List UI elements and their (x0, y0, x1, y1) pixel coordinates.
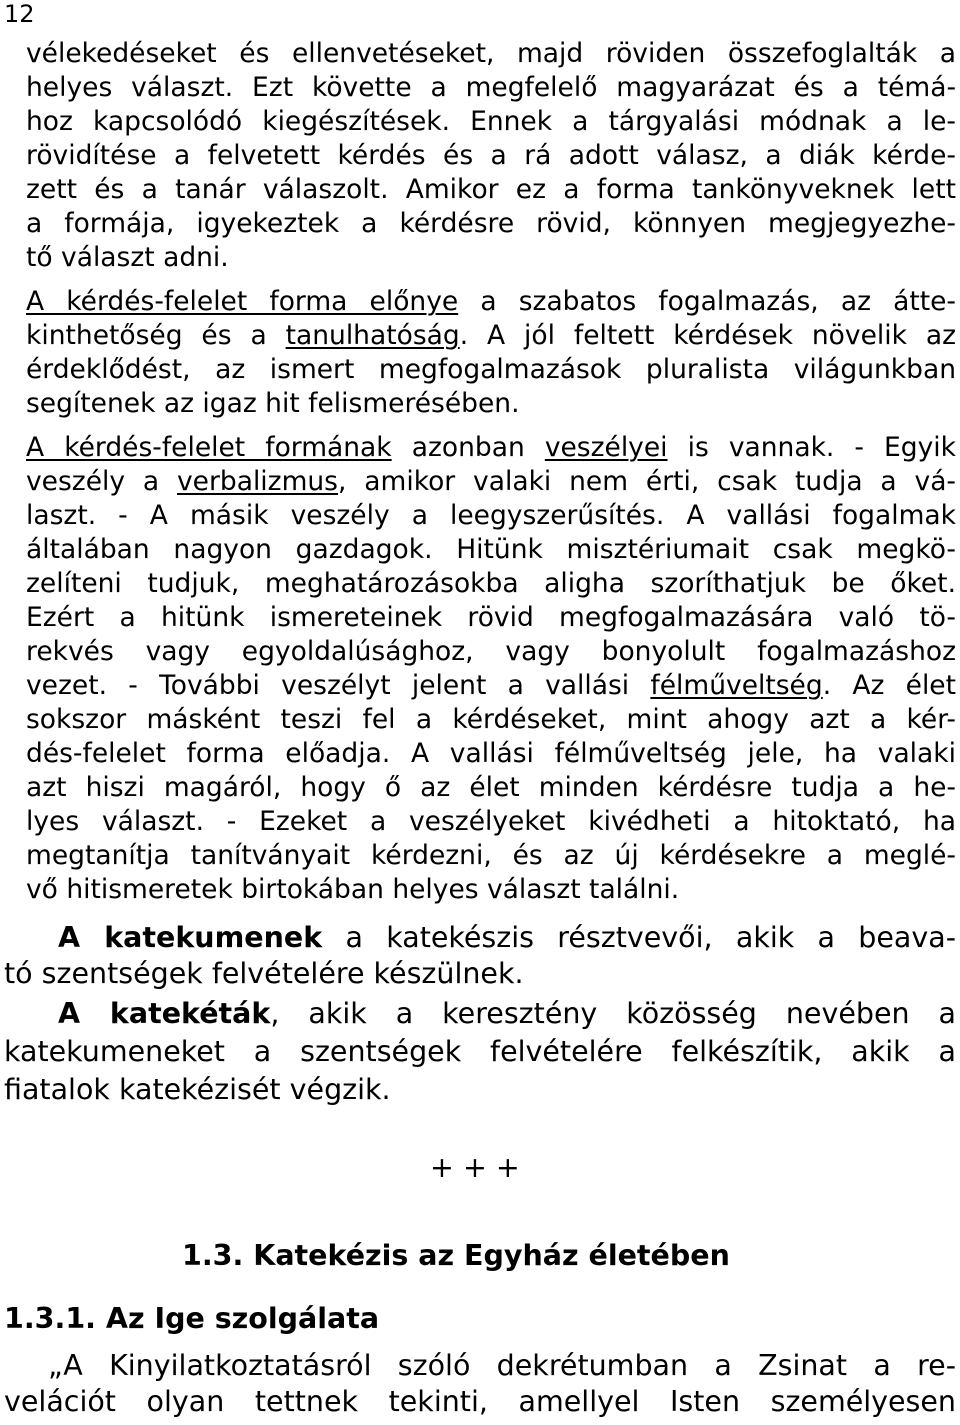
defined-term: A katekumenek (58, 921, 323, 954)
text-span: . Az élet (822, 670, 957, 701)
text-line: rövidítése a felvetett kérdés és a rá adott válasz, a diák kérde- (26, 140, 956, 171)
text-span: azonban (391, 432, 545, 463)
text-line: a formája, igyekeztek a kérdésre rövid, könnyen megjegyezhe- (26, 208, 956, 239)
text-span: a katekészis résztvevői, akik a beava- (322, 921, 956, 954)
text-span: a szabatos fogalmazás, az átte- (458, 286, 956, 317)
text-span: , akik a keresztény közösség nevében a (270, 997, 956, 1030)
text-line: lyes választ. - Ezeket a veszélyeket kivédheti a hitoktató, ha (26, 806, 956, 837)
text-line: azt hiszi magáról, hogy ő az élet minden kérdésre tudja a he- (26, 772, 956, 803)
text-line: sokszor másként teszi fel a kérdéseket, mint ahogy azt a kér- (26, 704, 956, 735)
text-line: helyes választ. Ezt követte a megfelelő magyarázat és a témá- (26, 72, 956, 103)
text-line: „A Kinyilatkoztatásról szóló dekrétumban a Zsinat a re- (48, 1349, 956, 1382)
underlined-phrase: veszélyei (544, 432, 668, 463)
text-line: velációt olyan tettnek tekinti, amellyel Isten személyesen (4, 1385, 956, 1418)
text-line (26, 320, 956, 352)
text-line: katekumeneket a szentségek felvételére felkészítik, akik a (4, 1035, 956, 1068)
text-line: érdeklődést, az ismert megfogalmazások pluralista világunkban (26, 354, 956, 385)
underlined-phrase: verbalizmus (177, 466, 338, 497)
text-line: általában nagyon gazdagok. Hitünk misztériumait csak megkö- (26, 534, 956, 565)
text-line: vélekedéseket és ellenvetéseket, majd röviden összefoglalták a (26, 38, 956, 69)
text-line (26, 670, 956, 702)
subsection-heading: 1.3.1. Az Ige szolgálata (4, 1302, 380, 1335)
text-span: vezet. - További veszélyt jelent a vallási (26, 670, 651, 701)
text-line (26, 286, 956, 318)
text-line (58, 998, 956, 1030)
text-line: zelíteni tudjuk, meghatározásokba aligha szoríthatjuk be őket. (26, 568, 956, 599)
text-line (58, 922, 956, 954)
page-number: 12 (4, 0, 35, 28)
underlined-phrase: tanulhatóság (285, 320, 460, 351)
text-line: vő hitismeretek birtokában helyes választ találni. (26, 874, 680, 905)
section-separator: + + + (430, 1151, 520, 1184)
text-line: hoz kapcsolódó kiegészítések. Ennek a tárgyalási módnak a le- (26, 106, 956, 137)
underlined-phrase: A kérdés-felelet formának (26, 432, 392, 463)
text-line: Ezért a hitünk ismereteinek rövid megfogalmazására való tö- (26, 602, 956, 633)
text-line (26, 432, 956, 464)
text-line: zett és a tanár válaszolt. Amikor ez a forma tankönyveknek lett (26, 174, 956, 205)
text-line: laszt. - A másik veszély a leegyszerűsítés. A vallási fogalmak (26, 500, 956, 531)
text-line: tó szentségek felvételére készülnek. (4, 957, 524, 990)
text-line: segítenek az igaz hit felismerésében. (26, 388, 520, 419)
text-span: , amikor valaki nem érti, csak tudja a vá- (338, 466, 956, 497)
defined-term: A katekéták (58, 997, 271, 1030)
text-line: rekvés vagy egyoldalúsághoz, vagy bonyolult fogalmazáshoz (26, 636, 956, 667)
text-span: . A jól feltett kérdések növelik az (459, 320, 956, 351)
underlined-phrase: A kérdés-felelet forma előnye (26, 286, 459, 317)
text-line: megtanítja tanítványait kérdezni, és az új kérdésekre a meglé- (26, 840, 956, 871)
underlined-phrase: félműveltség (650, 670, 823, 701)
text-line: dés-felelet forma előadja. A vallási félműveltség jele, ha valaki (26, 738, 956, 769)
text-line: tő választ adni. (26, 242, 229, 273)
section-heading: 1.3. Katekézis az Egyház életében (182, 1239, 730, 1272)
text-line: fiatalok katekézisét végzik. (4, 1073, 391, 1106)
text-span: kinthetőség és a (26, 320, 286, 351)
text-span: veszély a (26, 466, 177, 497)
text-span: is vannak. - Egyik (667, 432, 956, 463)
text-line (26, 466, 956, 498)
